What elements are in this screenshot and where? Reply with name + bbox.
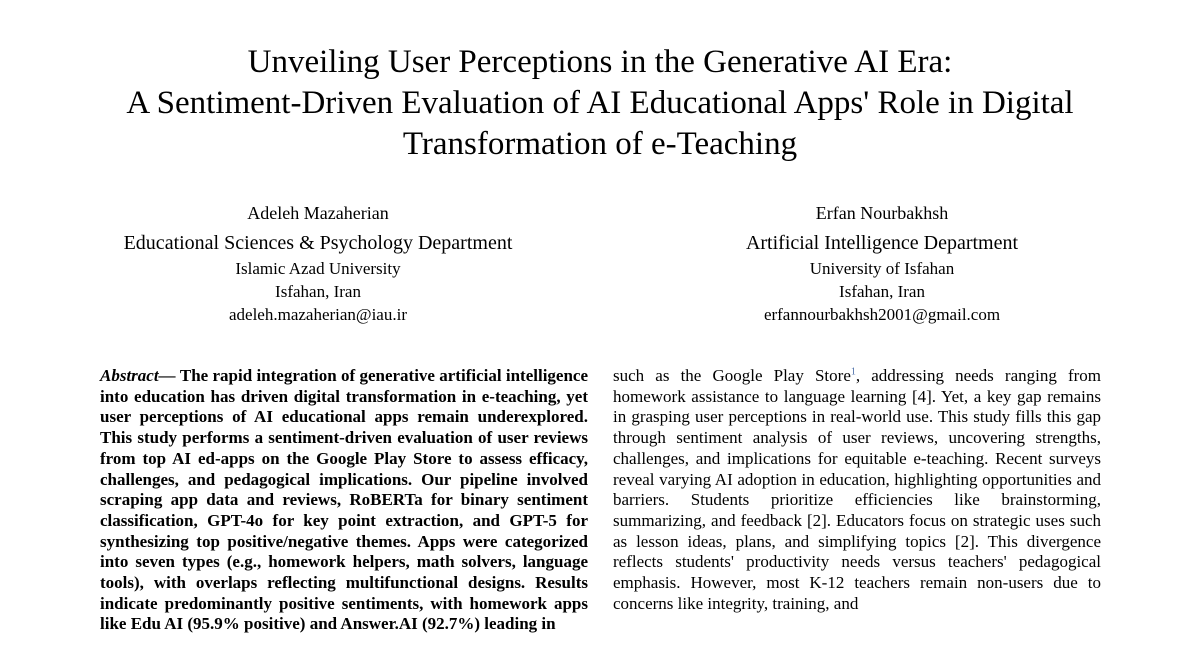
intro-text-start: such as the Google Play Store: [613, 366, 851, 385]
author-location: Isfahan, Iran: [839, 282, 925, 301]
abstract-label: Abstract: [100, 366, 159, 385]
author-university: University of Isfahan: [809, 259, 955, 278]
author-email: adeleh.mazaherian@iau.ir: [228, 305, 407, 324]
author-block-2: [632, 202, 1132, 326]
author-department: Educational Sciences & Psychology Department: [123, 232, 513, 254]
title-line-1: Unveiling User Perceptions in the Generative AI Era:: [247, 44, 953, 80]
title-line-3: Transformation of e-Teaching: [402, 126, 798, 162]
author-university: Islamic Azad University: [235, 259, 401, 278]
author-email: erfannourbakhsh2001@gmail.com: [763, 305, 1001, 324]
author-name: Adeleh Mazaherian: [247, 203, 389, 223]
author-location: Isfahan, Iran: [275, 282, 361, 301]
author-name: Erfan Nourbakhsh: [815, 203, 949, 223]
abstract-paragraph: [100, 366, 588, 635]
footnote-mark[interactable]: 1: [850, 366, 856, 378]
abstract-dash: —: [158, 366, 176, 385]
author-department: Artificial Intelligence Department: [745, 232, 1019, 254]
intro-text-rest: , addressing needs ranging from homework assistance to language learning [4]. Yet, a key gap remains in grasping user perceptions in real-world use. This study fills this gap through sentiment analysis of user reviews, uncovering strengths, challenges, and implications for equitable e-teaching. Recent surveys reveal varying AI adoption in education, highlighting opportunities and barriers. Students prioritize efficiencies like brainstorming, summarizing, and feedback [2]. Educators focus on strategic uses such as lesson ideas, plans, and simplifying topics [2]. This divergence reflects students' productivity needs versus teachers' pedagogical emphasis. However, most K-12 teachers remain non-users due to concerns like integrity, training, and: [613, 366, 1102, 613]
author-block-1: [68, 202, 568, 326]
abstract-text: The rapid integration of generative artificial intelligence into education has driven digital transformation in e-teaching, yet user perceptions of AI educational apps remain underexplored. This study performs a sentiment-driven evaluation of user reviews from top AI ed-apps on the Google Play Store to assess efficacy, challenges, and pedagogical implications. Our pipeline involved scraping app data and reviews, RoBERTa for binary sentiment classification, GPT-4o for key point extraction, and GPT-5 for synthesizing top positive/negative themes. Apps were categorized into seven types (e.g., homework helpers, math solvers, language tools), with overlaps reflecting multifunctional designs. Results indicate predominantly positive sentiments, with homework apps like Edu AI (95.9% positive) and Answer.AI (92.7%) leading in: [100, 366, 589, 634]
introduction-paragraph: [613, 366, 1101, 614]
title-line-2: A Sentiment-Driven Evaluation of AI Educational Apps' Role in Digital: [126, 85, 1074, 121]
paper-title: [0, 42, 1200, 165]
